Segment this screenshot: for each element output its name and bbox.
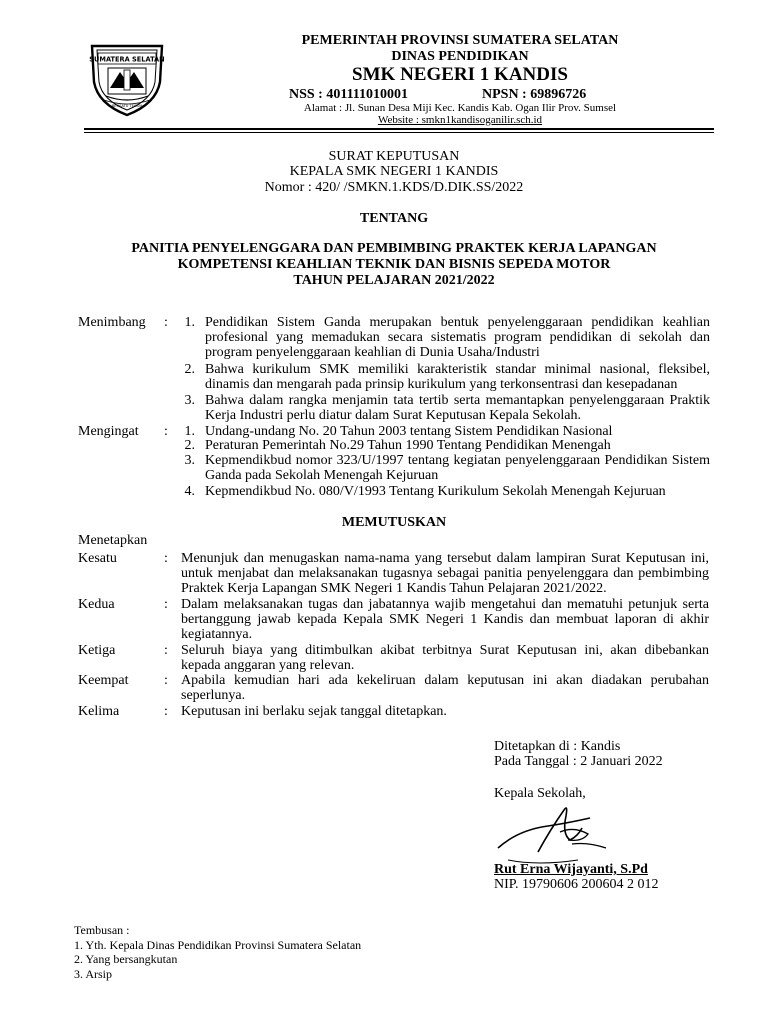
mengingat-item-text: Kepmendikbud nomor 323/U/1997 tentang kegiatan penyelenggaraan Pendidikan Sistem Ganda pada Sekolah Menengah Kejuruan (205, 453, 710, 483)
mengingat-item-number: 3. (184, 453, 195, 468)
signature-place: Ditetapkan di : Kandis (494, 739, 621, 754)
signatory-nip: NIP. 19790606 200604 2 012 (494, 877, 659, 892)
signatory-name: Rut Erna Wijayanti, S.Pd (494, 862, 648, 877)
menimbang-label: Menimbang (78, 315, 146, 330)
menimbang-item-text: Bahwa kurikulum SMK memiliki karakteristik standar minimal nasional, fleksibel, dinamis dan mengarah pada prinsip kurikulum yang terkonsentrasi dan kesepadanan (205, 362, 710, 392)
province-logo (86, 38, 168, 118)
letterhead-school-name: SMK NEGERI 1 KANDIS (352, 64, 568, 85)
decision-text: Keputusan ini berlaku sejak tanggal ditetapkan. (181, 704, 447, 719)
menimbang-item-text: Bahwa dalam rangka menjamin tata tertib serta memantapkan penyelenggaraan Praktik Kerja Industri perlu diatur dalam Surat Keputusan Kepala Sekolah. (205, 393, 710, 423)
letterhead-address: Alamat : Jl. Sunan Desa Miji Kec. Kandis Kab. Ogan Ilir Prov. Sumsel (303, 102, 617, 114)
menimbang-item-text: Pendidikan Sistem Ganda merupakan bentuk penyelenggaraan pendidikan keahlian profesional yang memadukan secara sistematis program pendidikan di sekolah dan program penyelenggaraan keahlian di Dunia Usaha/Industri (205, 315, 710, 360)
decision-label: Ketiga (78, 643, 116, 658)
mengingat-item-number: 1. (184, 424, 195, 439)
decision-colon: : (164, 704, 168, 719)
nss-number: NSS : 401111010001 (289, 87, 409, 102)
letterhead-divider-thin (84, 132, 714, 133)
menimbang-item-number: 2. (184, 362, 195, 377)
logo-motto: BERSATU TEGUH (111, 104, 143, 108)
decision-label: Kesatu (78, 551, 117, 566)
document-issuer: KEPALA SMK NEGERI 1 KANDIS (289, 164, 499, 179)
logo-text: SUMATERA SELATAN (89, 55, 165, 64)
subject-line-3: TAHUN PELAJARAN 2021/2022 (293, 273, 495, 288)
decision-label: Kelima (78, 704, 120, 719)
memutuskan-heading: MEMUTUSKAN (341, 515, 447, 530)
decision-colon: : (164, 643, 168, 658)
decision-colon: : (164, 673, 168, 688)
subject-line-1: PANITIA PENYELENGGARA DAN PEMBIMBING PRAKTEK KERJA LAPANGAN (131, 241, 657, 256)
npsn-number: NPSN : 69896726 (482, 87, 587, 102)
subject-line-2: KOMPETENSI KEAHLIAN TEKNIK DAN BISNIS SEPEDA MOTOR (177, 257, 611, 272)
mengingat-item-text: Peraturan Pemerintah No.29 Tahun 1990 Tentang Pendidikan Menengah (205, 438, 611, 453)
letterhead-government: PEMERINTAH PROVINSI SUMATERA SELATAN (301, 33, 619, 48)
decision-text: Apabila kemudian hari ada kekeliruan dalam keputusan ini akan diadakan perubahan seperlunya. (181, 673, 709, 703)
decision-text: Seluruh biaya yang ditimbulkan akibat terbitnya Surat Keputusan ini, akan dibebankan kepada anggaran yang relevan. (181, 643, 709, 673)
letterhead-website-link[interactable]: Website : smkn1kandisoganilir.sch.id (377, 114, 543, 126)
menetapkan-label: Menetapkan (78, 533, 148, 548)
menimbang-colon: : (164, 315, 168, 330)
tembusan-title: Tembusan : (74, 923, 130, 937)
decision-colon: : (164, 551, 168, 566)
decision-label: Keempat (78, 673, 129, 688)
document-type: SURAT KEPUTUSAN (328, 149, 460, 164)
menimbang-item-number: 3. (184, 393, 195, 408)
letterhead-divider-thick (84, 128, 714, 130)
document-number: Nomor : 420/ /SMKN.1.KDS/D.DIK.SS/2022 (264, 180, 524, 195)
decision-label: Kedua (78, 597, 115, 612)
tembusan-item: 1. Yth. Kepala Dinas Pendidikan Provinsi Sumatera Selatan (74, 938, 362, 952)
decision-text: Menunjuk dan menugaskan nama-nama yang tersebut dalam lampiran Surat Keputusan ini, untuk menjabat dan melaksanakan tugasnya sebagai panitia penyelenggara dan pembimbing Praktek Kerja Lapangan SMK Negeri 1 Kandis Tahun Pelajaran 2021/2022. (181, 551, 709, 596)
tentang-heading: TENTANG (359, 211, 429, 226)
tembusan-item: 3. Arsip (74, 967, 113, 981)
letterhead-department: DINAS PENDIDIKAN (391, 49, 529, 64)
mengingat-item-number: 4. (184, 484, 195, 499)
mengingat-item-text: Undang-undang No. 20 Tahun 2003 tentang Sistem Pendidikan Nasional (205, 424, 613, 439)
tembusan-item: 2. Yang bersangkutan (74, 952, 178, 966)
mengingat-label: Mengingat (78, 424, 139, 439)
decision-colon: : (164, 597, 168, 612)
mengingat-item-text: Kepmendikbud No. 080/V/1993 Tentang Kurikulum Sekolah Menengah Kejuruan (205, 484, 666, 499)
mengingat-item-number: 2. (184, 438, 195, 453)
signature-date: Pada Tanggal : 2 Januari 2022 (494, 754, 663, 769)
signature-position: Kepala Sekolah, (494, 786, 586, 801)
menimbang-item-number: 1. (184, 315, 195, 330)
mengingat-colon: : (164, 424, 168, 439)
decision-text: Dalam melaksanakan tugas dan jabatannya wajib mengetahui dan mematuhi petunjuk serta bertanggung jawab kepada Kepala SMK Negeri 1 Kandis dan membuat laporan di akhir kegiatannya. (181, 597, 709, 642)
